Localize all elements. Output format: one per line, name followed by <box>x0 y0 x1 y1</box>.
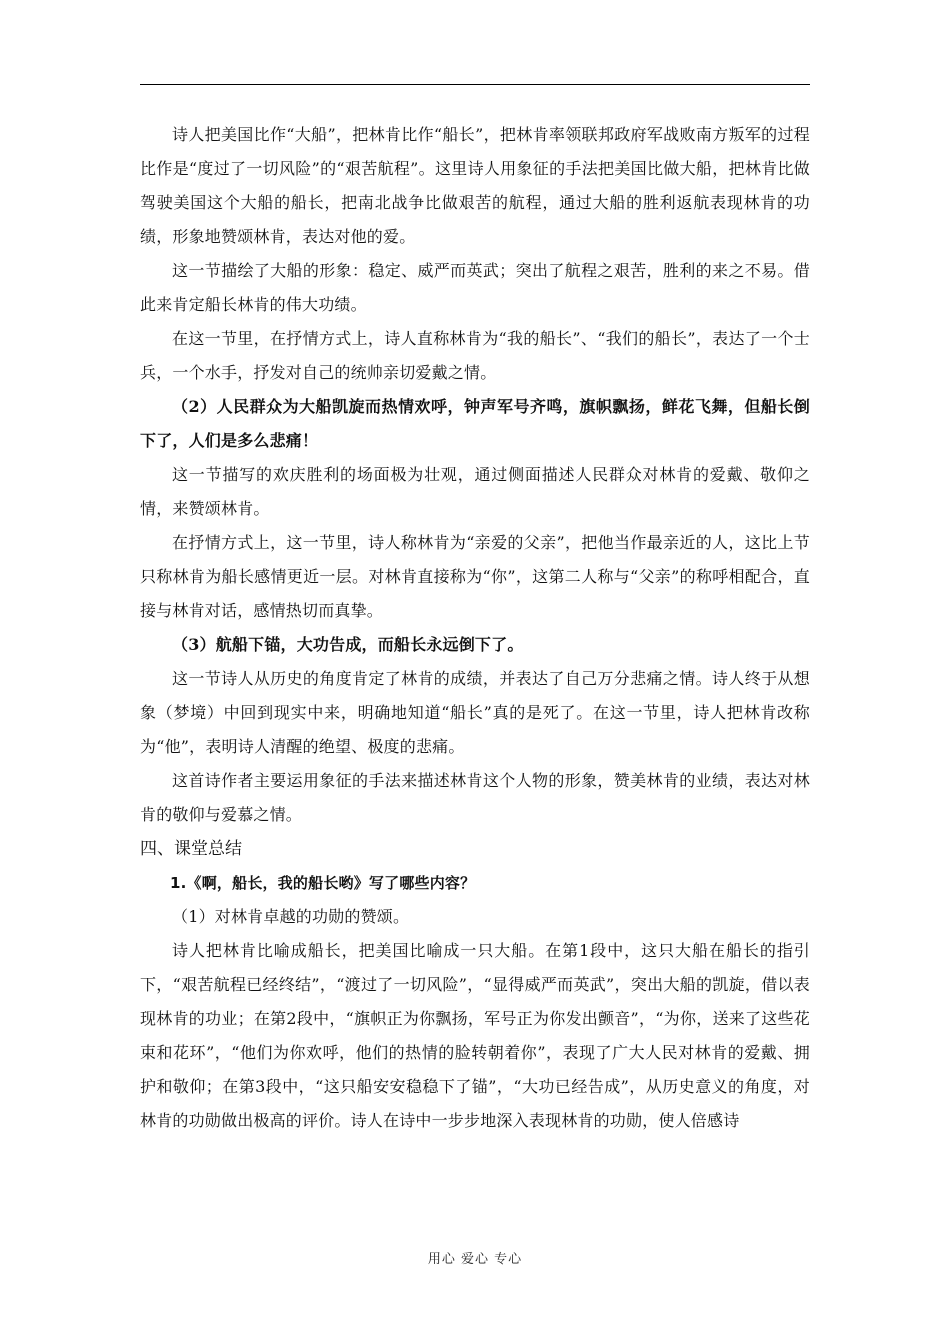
header-rule <box>140 84 810 85</box>
section-heading-3: （3）航船下锚，大功告成，而船长永远倒下了。 <box>172 635 524 654</box>
page-footer: 用心 爱心 专心 <box>427 1252 523 1267</box>
paragraph: 这一节描写的欢庆胜利的场面极为壮观，通过侧面描述人民群众对林肯的爱戴、敬仰之情，来赞颂林肯。 <box>140 465 810 518</box>
paragraph: 这首诗作者主要运用象征的手法来描述林肯这个人物的形象，赞美林肯的业绩，表达对林肯的敬仰与爱慕之情。 <box>140 771 810 824</box>
question-heading: 1.《啊，船长，我的船长哟》写了哪些内容？ <box>170 874 476 892</box>
paragraph: 这一节描绘了大船的形象：稳定、威严而英武；突出了航程之艰苦，胜利的来之不易。借此来肯定船长林肯的伟大功绩。 <box>140 261 810 314</box>
paragraph: 在这一节里，在抒情方式上，诗人直称林肯为“我的船长”、“我们的船长”，表达了一个士兵，一个水手，抒发对自己的统帅亲切爱戴之情。 <box>140 329 810 382</box>
section-title-summary: 四、课堂总结 <box>140 839 242 859</box>
sub-heading: （1）对林肯卓越的功勋的赞颂。 <box>172 907 410 926</box>
paragraph: 诗人把林肯比喻成船长，把美国比喻成一只大船。在第1段中，这只大船在船长的指引下，“艰苦航程已经终结”，“渡过了一切风险”，“显得威严而英武”，突出大船的凯旋，借以表现林肯的功业；在第2段中，“旗帜正为你飘扬，军号正为你发出颤音”，“为你，送来了这些花束和花环”，“他们为你欢呼，他们的热情的脸转朝着你”，表现了广大人民对林肯的爱戴、拥护和敬仰；在第3段中，“这只船安安稳稳下了锚”，“大功已经告成”，从历史意义的角度，对林肯的功勋做出极高的评价。诗人在诗中一步步地深入表现林肯的功勋，使人倍感诗 <box>140 941 810 1130</box>
section-heading-2: （2）人民群众为大船凯旋而热情欢呼，钟声军号齐鸣，旗帜飘扬，鲜花飞舞，但船长倒下了，人们是多么悲痛！ <box>140 397 810 450</box>
paragraph: 在抒情方式上，这一节里，诗人称林肯为“亲爱的父亲”，把他当作最亲近的人，这比上节只称林肯为船长感情更近一层。对林肯直接称为“你”，这第二人称与“父亲”的称呼相配合，直接与林肯对话，感情热切而真挚。 <box>140 533 810 620</box>
document-body <box>140 118 810 1138</box>
paragraph: 诗人把美国比作“大船”，把林肯比作“船长”，把林肯率领联邦政府军战败南方叛军的过程比作是“度过了一切风险”的“艰苦航程”。这里诗人用象征的手法把美国比做大船，把林肯比做驾驶美国这个大船的船长，把南北战争比做艰苦的航程，通过大船的胜利返航表现林肯的功绩，形象地赞颂林肯，表达对他的爱。 <box>140 125 810 246</box>
paragraph: 这一节诗人从历史的角度肯定了林肯的成绩，并表达了自己万分悲痛之情。诗人终于从想象（梦境）中回到现实中来，明确地知道“船长”真的是死了。在这一节里，诗人把林肯改称为“他”，表明诗人清醒的绝望、极度的悲痛。 <box>140 669 810 756</box>
